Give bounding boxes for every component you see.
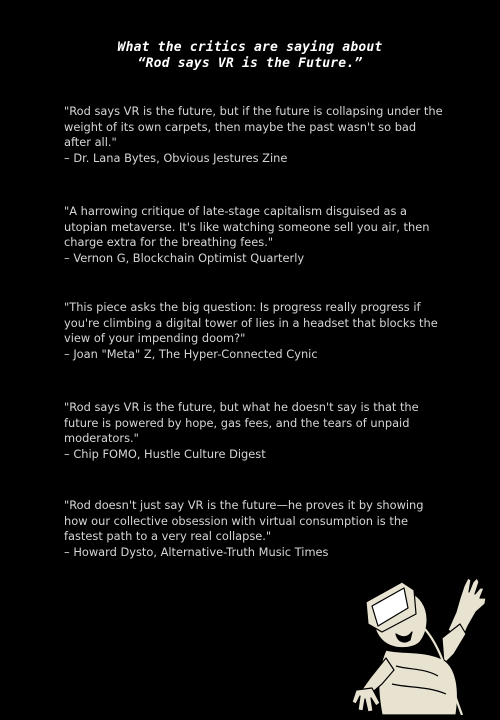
review-quote: "Rod says VR is the future, but if the future is collapsing under the weight of its own carpets, then maybe the past wasn't so bad after all.": [64, 104, 443, 149]
review-quote: "Rod says VR is the future, but what he doesn't say is that the future is powered by hope, gas fees, and the tears of unpaid moderators.": [64, 400, 419, 445]
vr-headset-figure-icon: [352, 568, 492, 715]
review-item: [64, 204, 444, 266]
title-line-1: What the critics are saying about: [117, 40, 383, 55]
review-quote: "Rod doesn't just say VR is the future—he proves it by showing how our collective obsession with virtual consumption is the fastest path to a very real collapse.": [64, 498, 424, 543]
review-item: [64, 498, 444, 560]
page-title: [0, 40, 500, 72]
review-attribution: – Joan "Meta" Z, The Hyper-Connected Cynic: [64, 346, 318, 361]
review-quote: "This piece asks the big question: Is progress really progress if you're climbing a digital tower of lies in a headset that blocks the view of your impending doom?": [64, 300, 438, 345]
review-item: [64, 104, 444, 166]
review-attribution: – Howard Dysto, Alternative-Truth Music Times: [64, 544, 329, 559]
review-attribution: – Vernon G, Blockchain Optimist Quarterly: [64, 250, 305, 265]
review-attribution: – Dr. Lana Bytes, Obvious Jestures Zine: [64, 150, 288, 165]
review-quote: "A harrowing critique of late-stage capitalism disguised as a utopian metaverse. It's like watching someone sell you air, then charge extra for the breathing fees.": [64, 204, 430, 249]
title-line-2: “Rod says VR is the Future.”: [137, 56, 363, 71]
review-item: [64, 400, 444, 462]
review-attribution: – Chip FOMO, Hustle Culture Digest: [64, 446, 266, 461]
review-item: [64, 300, 444, 362]
